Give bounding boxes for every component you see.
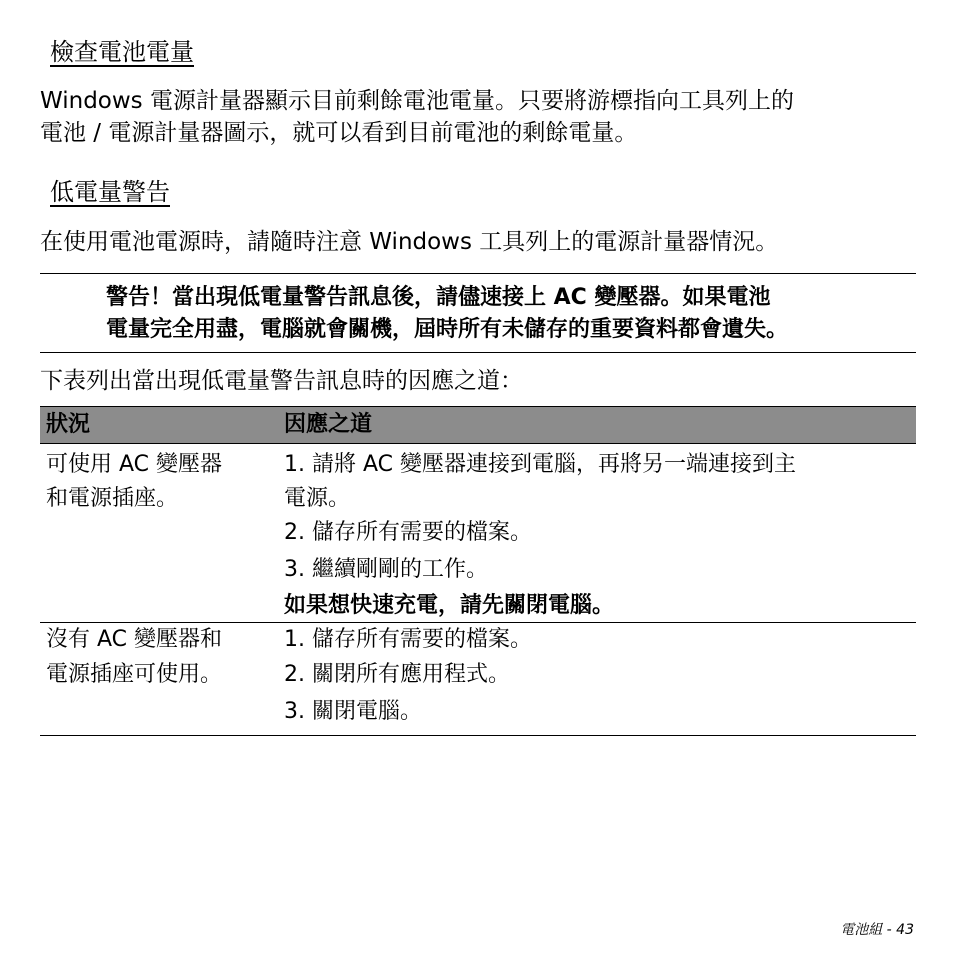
table-cell-situation: 沒有 AC 變壓器和	[46, 627, 223, 652]
warning-text-line: 電量完全用盡，電腦就會關機，屆時所有未儲存的重要資料都會遺失。	[106, 317, 789, 342]
table-header-actions: 因應之道	[284, 412, 373, 437]
table-cell-action: 3. 關閉電腦。	[284, 699, 422, 724]
table-header	[40, 406, 916, 444]
table-cell-action: 2. 關閉所有應用程式。	[284, 662, 510, 687]
table-cell-action: 電源。	[284, 486, 351, 511]
heading-check-battery: 檢查電池電量	[50, 38, 194, 66]
table-cell-action: 2. 儲存所有需要的檔案。	[284, 520, 532, 545]
table-cell-situation: 電源插座可使用。	[46, 662, 223, 687]
table-intro: 下表列出當出現低電量警告訊息時的因應之道：	[40, 368, 523, 394]
table-cell-action: 1. 請將 AC 變壓器連接到電腦，再將另一端連接到主	[284, 452, 796, 477]
table-cell-note: 如果想快速充電，請先關閉電腦。	[284, 593, 615, 618]
table-cell-situation: 和電源插座。	[46, 486, 179, 511]
table-header-situation: 狀況	[46, 412, 91, 437]
table-cell-action: 3. 繼續剛剛的工作。	[284, 557, 488, 582]
warning-text-line: 警告！當出現低電量警告訊息後，請儘速接上 AC 變壓器。如果電池	[106, 285, 771, 310]
warning-top-rule	[40, 273, 916, 274]
table-cell-action: 1. 儲存所有需要的檔案。	[284, 627, 532, 652]
paragraph-line: 電池 / 電源計量器圖示，就可以看到目前電池的剩餘電量。	[40, 120, 638, 146]
table-bottom-rule	[40, 735, 916, 736]
warning-bottom-rule	[40, 352, 916, 353]
heading-low-battery-warning: 低電量警告	[50, 178, 170, 206]
table-cell-situation: 可使用 AC 變壓器	[46, 452, 223, 477]
page-footer: 電池組 - 43	[840, 922, 914, 938]
paragraph-line: Windows 電源計量器顯示目前剩餘電池電量。只要將游標指向工具列上的	[40, 88, 794, 114]
paragraph-line: 在使用電池電源時，請隨時注意 Windows 工具列上的電源計量器情況。	[40, 229, 779, 255]
